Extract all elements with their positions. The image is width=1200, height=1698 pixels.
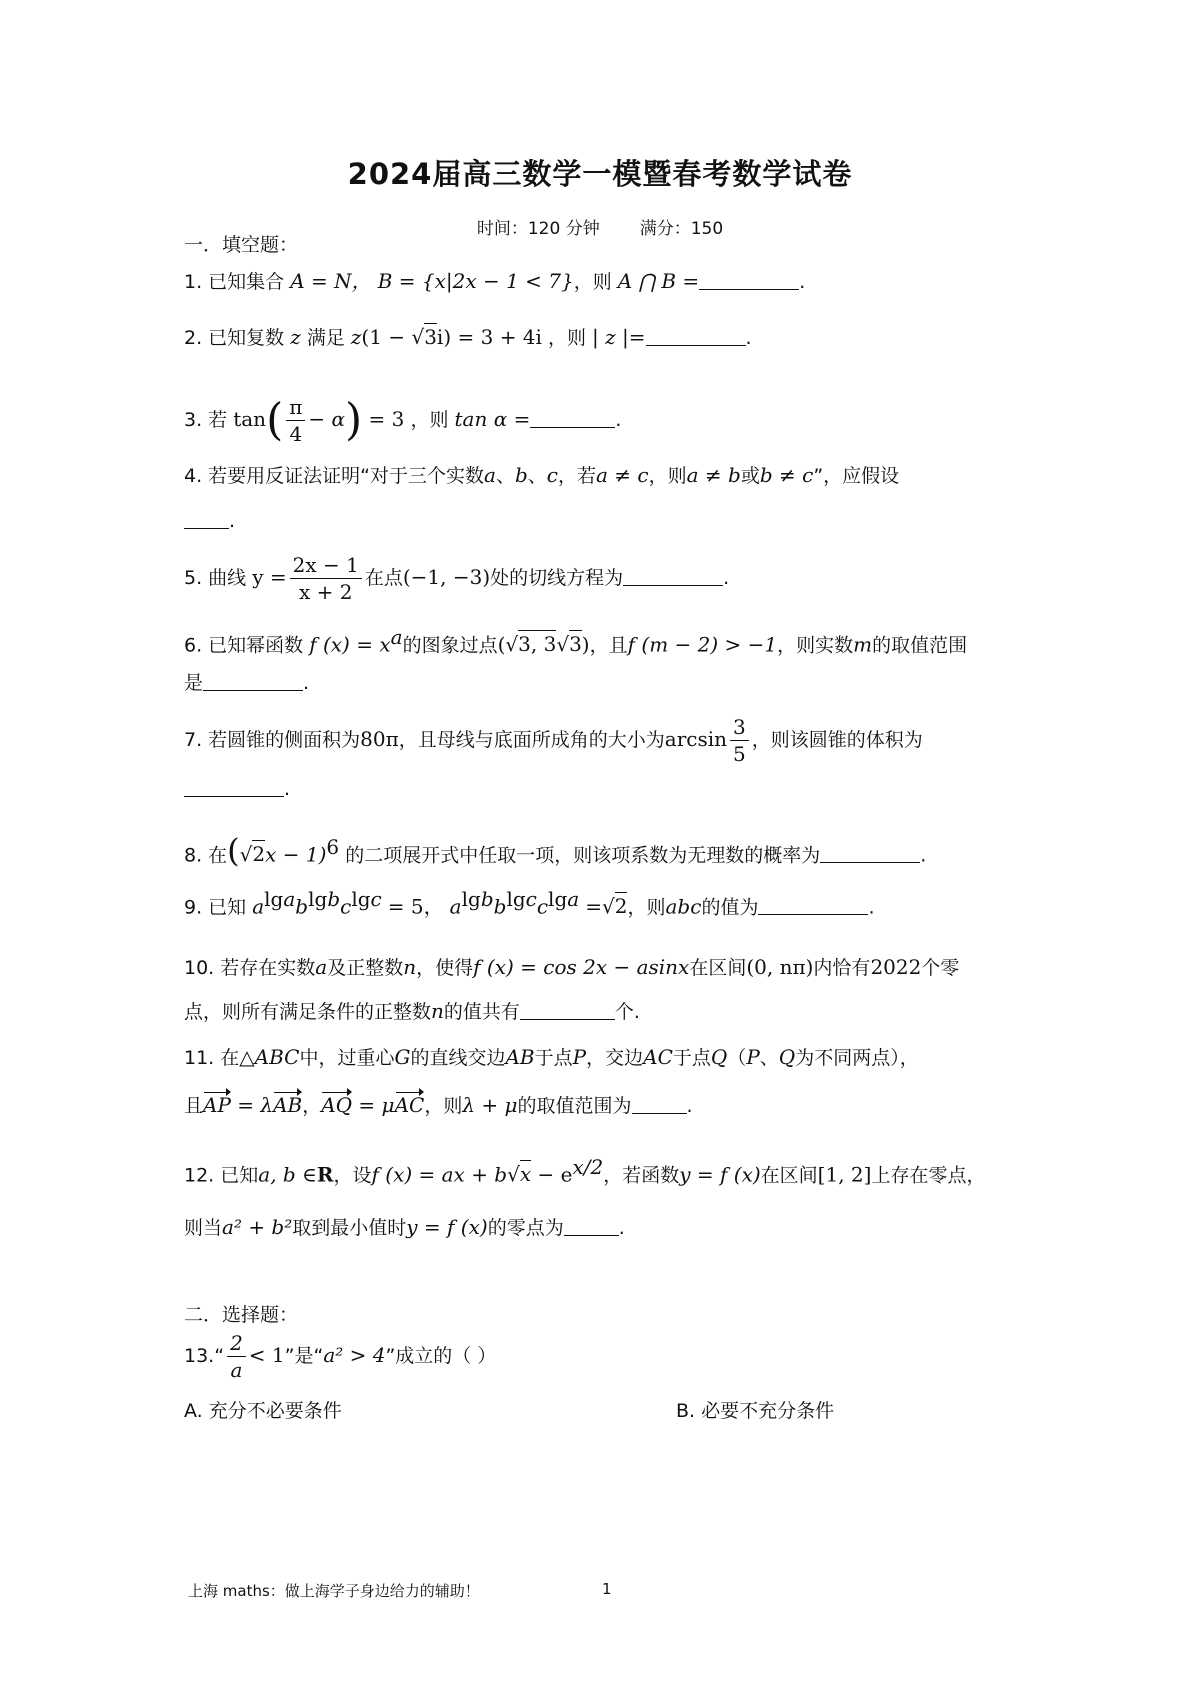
vector-ap: AP	[203, 1090, 231, 1120]
vector-ab: AB	[273, 1090, 302, 1120]
answer-blank[interactable]	[632, 1091, 687, 1114]
fraction: $\frac{2}{a}$	[227, 1330, 246, 1383]
score-label: 满分：150	[639, 219, 724, 239]
answer-blank[interactable]	[203, 668, 303, 691]
option-b[interactable]: B. 必要不充分条件	[676, 1400, 835, 1422]
question-10-continued: 点，则所有满足条件的正整数n的值共有 个.	[184, 999, 640, 1023]
answer-blank[interactable]	[820, 840, 920, 863]
answer-blank[interactable]	[623, 563, 723, 586]
page-number: 1	[602, 1580, 612, 1598]
option-a[interactable]: A. 充分不必要条件	[184, 1400, 342, 1422]
question-4: 4. 若要用反证法证明“对于三个实数a、b、c，若a ≠ c，则a ≠ b或b ≠ c”，应假设	[184, 463, 900, 487]
question-12: 12. 已知a, b ∈R，设f (x) = ax + $b√x - e^{x/2}$，若函数y = f (x)在区间[1, 2]上存在零点，	[184, 1155, 986, 1187]
question-9: 9. 已知 $a^{lga}b^{lgb}c^{lgc} = 5$， $a^{lgb}b^{lgc}c^{lga} =√2$，则abc的值为 .	[184, 887, 875, 919]
question-1: 1. 已知集合 A = N， B = {x|2x − 1 < 7}，则 A ⋂ B = .	[184, 269, 806, 293]
fraction: $\frac{2x - 1}{x + 2}$	[290, 552, 362, 605]
answer-blank[interactable]	[564, 1213, 619, 1236]
footer-text: 上海 maths：做上海学子身边给力的辅助！	[188, 1582, 480, 1600]
page-title: 2024届高三数学一模暨春考数学试卷	[347, 157, 853, 191]
question-11-continued: 且AP = λAB，AQ = μAC，则λ + μ的取值范围为 .	[184, 1090, 1034, 1121]
answer-blank[interactable]	[530, 405, 615, 428]
question-10: 10. 若存在实数a及正整数n，使得f (x) = cos 2x − asinx在区间(0, nπ)内恰有2022个零	[184, 955, 960, 979]
question-7: 7. 若圆锥的侧面积为80π，且母线与底面所成角的大小为arcsin $\frac{3}{5}$ ，则该圆锥的体积为	[184, 715, 923, 766]
vector-ac: AC	[395, 1090, 425, 1120]
fraction: $\frac{\pi}{4}$	[286, 394, 305, 447]
question-12-continued: 则当a² + b²取到最小值时y = f (x)的零点为 .	[184, 1215, 625, 1239]
question-6-continued: 是 .	[184, 668, 1034, 698]
question-11: 11. 在△ABC中，过重心G的直线交边AB于点P，交边AC于点Q（P、Q为不同两点），	[184, 1045, 919, 1069]
section-heading-multiple-choice: 二．选择题：	[184, 1304, 299, 1326]
question-13: 13.“ $\frac{2}{a}$ < 1”是“a² > 4”成立的（ ）	[184, 1331, 497, 1382]
time-label: 时间：120 分钟	[476, 219, 600, 239]
answer-blank[interactable]	[758, 892, 868, 915]
answer-blank[interactable]	[646, 323, 746, 346]
question-3: 3. 若 tan( $\frac{\pi}{4}$ − α) = 3 ，则 tan α = .	[184, 394, 622, 446]
question-5: 5. 曲线 y = $\frac{2x - 1}{x + 2}$ 在点(−1, −3)处的切线方程为 .	[184, 553, 730, 604]
vector-aq: AQ	[321, 1090, 352, 1120]
answer-blank[interactable]	[520, 997, 615, 1020]
question-7-continued: .	[184, 774, 1034, 804]
question-2: 2. 已知复数 z 满足 z(1 − √3i) = 3 + 4i ，则 | z |= .	[184, 325, 752, 349]
section-heading-fill-blank: 一．填空题：	[184, 234, 299, 256]
question-4-continued: .	[184, 506, 1034, 536]
fraction: $\frac{3}{5}$	[730, 714, 749, 767]
question-6: 6. 已知幂函数 f $(x) = x^a$的图象过点(√3, 3√3)，且f (m − 2) > −1，则实数m的取值范围	[184, 625, 968, 657]
answer-blank[interactable]	[184, 506, 229, 529]
answer-blank[interactable]	[699, 267, 799, 290]
answer-blank[interactable]	[184, 774, 284, 797]
question-8: 8. 在$(√2x - 1)^6$ 的二项展开式中任取一项，则该项系数为无理数的概率为 .	[184, 831, 927, 870]
